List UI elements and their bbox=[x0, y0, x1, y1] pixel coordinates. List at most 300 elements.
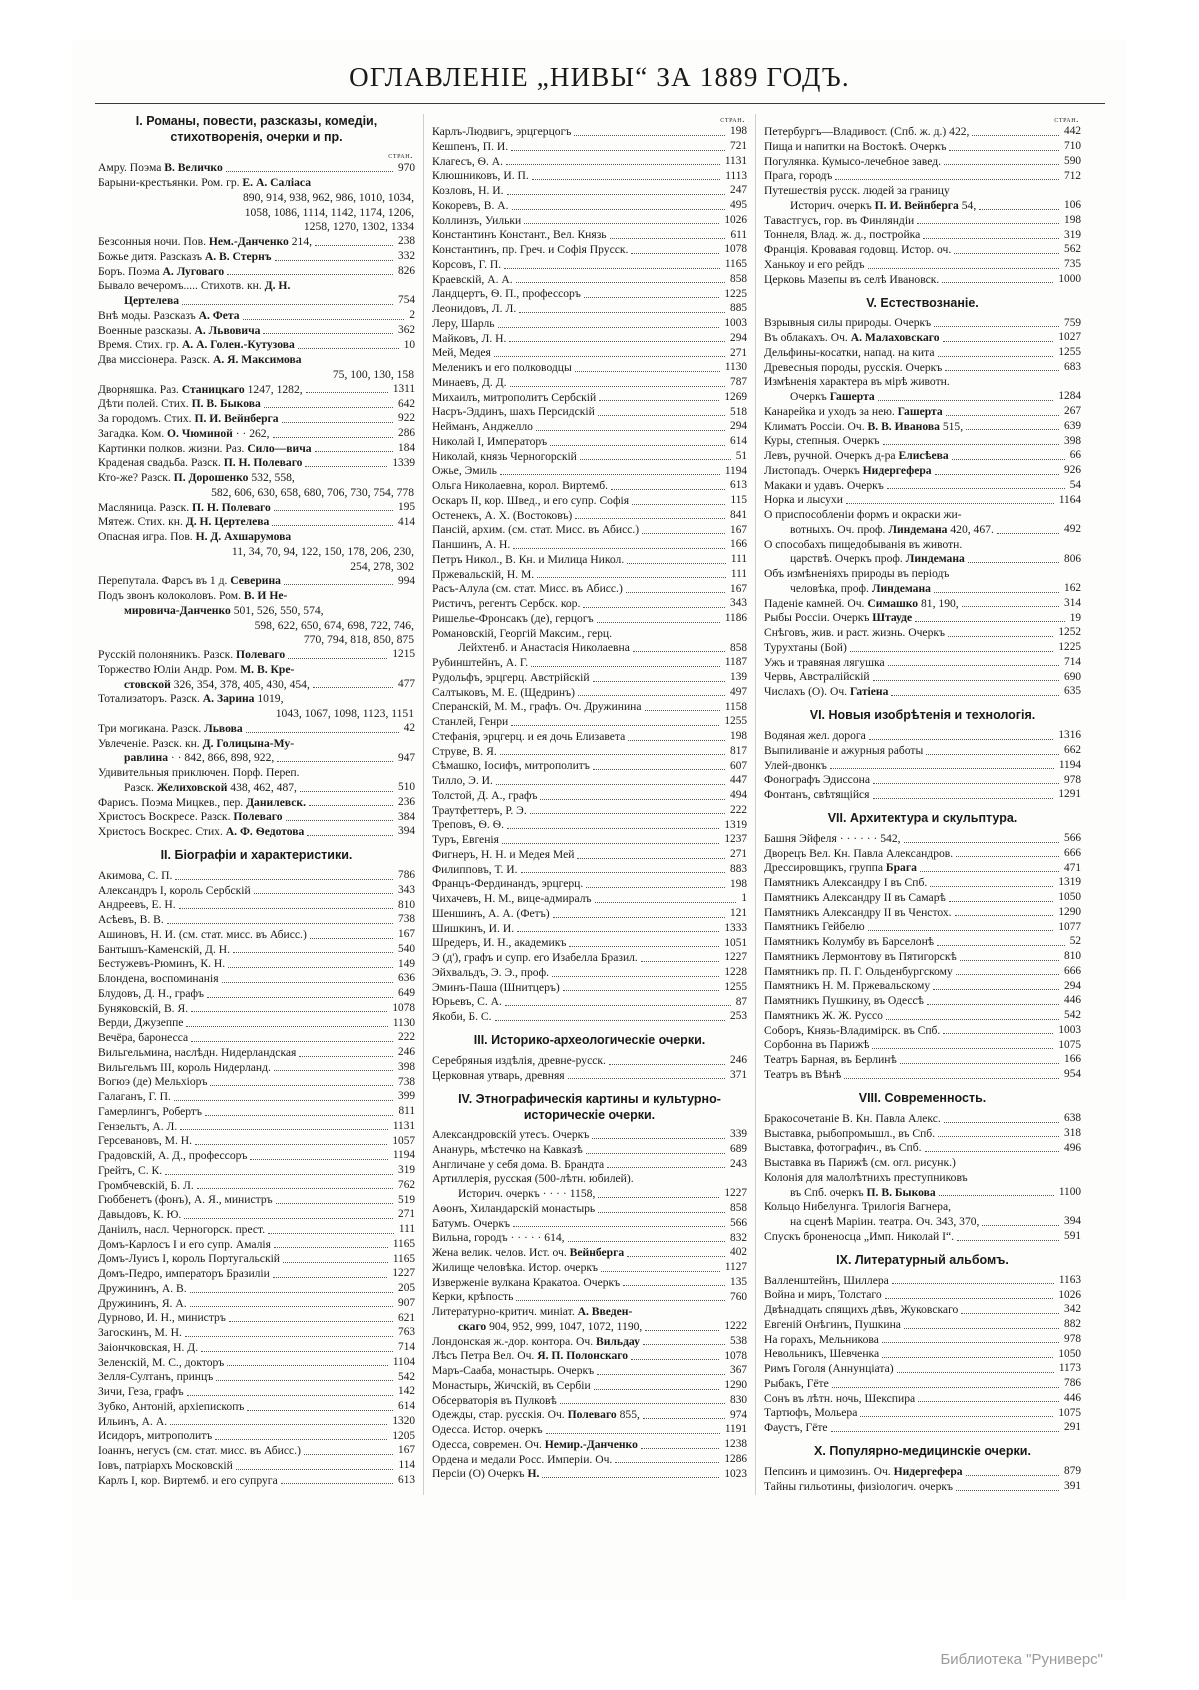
toc-entry[interactable] bbox=[764, 1230, 1081, 1244]
toc-entry[interactable] bbox=[764, 582, 1081, 596]
toc-entry[interactable] bbox=[432, 1408, 747, 1422]
toc-entry[interactable] bbox=[432, 435, 747, 449]
toc-entry[interactable] bbox=[98, 1090, 415, 1104]
toc-entry[interactable] bbox=[764, 847, 1081, 861]
leader-dots bbox=[962, 605, 1059, 607]
toc-entry[interactable] bbox=[764, 405, 1081, 419]
toc-entry[interactable] bbox=[432, 1261, 747, 1275]
toc-entry[interactable] bbox=[764, 670, 1081, 684]
toc-entry[interactable] bbox=[432, 169, 747, 183]
toc-entry[interactable] bbox=[764, 155, 1081, 169]
toc-entry[interactable] bbox=[98, 412, 415, 426]
entry-title: Божье дитя. Разсказъ А. В. Стернъ bbox=[98, 249, 272, 263]
toc-entry[interactable] bbox=[764, 316, 1081, 330]
leader-dots bbox=[904, 1327, 1059, 1329]
toc-entry[interactable] bbox=[98, 663, 415, 677]
toc-entry[interactable] bbox=[432, 774, 747, 788]
toc-entry[interactable] bbox=[98, 265, 415, 279]
toc-entry[interactable] bbox=[432, 553, 747, 567]
toc-entry[interactable] bbox=[764, 861, 1081, 875]
toc-entry[interactable] bbox=[98, 796, 415, 810]
toc-entry[interactable] bbox=[764, 788, 1081, 802]
toc-entry[interactable] bbox=[98, 456, 415, 470]
toc-entry[interactable] bbox=[432, 1158, 747, 1172]
toc-entry[interactable] bbox=[764, 935, 1081, 949]
toc-entry[interactable] bbox=[432, 140, 747, 154]
toc-entry[interactable] bbox=[98, 1370, 415, 1384]
toc-entry[interactable] bbox=[764, 375, 1081, 389]
leader-dots bbox=[309, 804, 393, 806]
toc-entry[interactable] bbox=[432, 671, 747, 685]
leader-dots bbox=[185, 1335, 393, 1337]
toc-entry[interactable] bbox=[432, 981, 747, 995]
toc-entry[interactable] bbox=[432, 1010, 747, 1024]
toc-entry[interactable] bbox=[432, 966, 747, 980]
leader-dots bbox=[273, 1276, 388, 1278]
toc-entry[interactable] bbox=[764, 523, 1081, 537]
toc-entry[interactable] bbox=[764, 1024, 1081, 1038]
toc-entry[interactable] bbox=[764, 1406, 1081, 1420]
toc-entry[interactable] bbox=[98, 825, 415, 839]
entry-page-number: 922 bbox=[398, 412, 415, 425]
toc-entry[interactable] bbox=[98, 1341, 415, 1355]
toc-entry[interactable] bbox=[98, 648, 415, 662]
toc-entry[interactable] bbox=[432, 1128, 747, 1142]
toc-entry[interactable] bbox=[764, 1303, 1081, 1317]
toc-entry[interactable] bbox=[764, 759, 1081, 773]
toc-entry[interactable] bbox=[432, 1069, 747, 1083]
leader-dots bbox=[303, 776, 410, 777]
leader-dots bbox=[918, 1400, 1059, 1402]
toc-entry[interactable] bbox=[98, 338, 415, 352]
entry-page-number: 167 bbox=[730, 582, 747, 595]
toc-entry[interactable] bbox=[764, 140, 1081, 154]
toc-entry[interactable] bbox=[764, 773, 1081, 787]
toc-entry[interactable] bbox=[98, 692, 415, 706]
entry-title: Дворецъ Вел. Кн. Павла Александров. bbox=[764, 846, 954, 860]
toc-entry[interactable] bbox=[764, 1333, 1081, 1347]
toc-entry[interactable] bbox=[432, 302, 747, 316]
toc-entry[interactable] bbox=[98, 294, 415, 308]
leader-dots bbox=[873, 679, 1059, 681]
toc-entry[interactable] bbox=[98, 898, 415, 912]
leader-dots bbox=[165, 1173, 393, 1175]
toc-entry[interactable] bbox=[432, 509, 747, 523]
leader-dots bbox=[513, 1225, 725, 1227]
toc-entry[interactable] bbox=[432, 597, 747, 611]
toc-entry[interactable] bbox=[432, 538, 747, 552]
entry-title: Бракосочетаніе В. Кн. Павла Алекс. bbox=[764, 1111, 941, 1125]
toc-entry[interactable] bbox=[764, 552, 1081, 566]
entry-page-number: 954 bbox=[1064, 1068, 1081, 1081]
toc-entry[interactable] bbox=[432, 833, 747, 847]
entry-page-number: 238 bbox=[398, 235, 415, 248]
toc-entry[interactable] bbox=[98, 1134, 415, 1148]
toc-entry[interactable] bbox=[98, 1459, 415, 1473]
toc-entry[interactable] bbox=[98, 737, 415, 751]
toc-entry[interactable] bbox=[432, 745, 747, 759]
entry-title: Громбчевскій, Б. Л. bbox=[98, 1178, 194, 1192]
toc-entry[interactable] bbox=[432, 1335, 747, 1349]
toc-entry[interactable] bbox=[764, 729, 1081, 743]
toc-entry[interactable] bbox=[98, 501, 415, 515]
toc-entry[interactable] bbox=[764, 1318, 1081, 1332]
toc-entry[interactable] bbox=[432, 1217, 747, 1231]
toc-entry[interactable] bbox=[98, 972, 415, 986]
toc-entry[interactable] bbox=[764, 1465, 1081, 1479]
toc-entry[interactable] bbox=[98, 1444, 415, 1458]
entry-title: Дрессировщикъ, группа Брага bbox=[764, 861, 917, 875]
toc-entry[interactable] bbox=[764, 1171, 1081, 1185]
toc-entry[interactable] bbox=[432, 700, 747, 714]
toc-entry[interactable] bbox=[432, 818, 747, 832]
toc-entry[interactable] bbox=[432, 258, 747, 272]
toc-entry[interactable] bbox=[98, 397, 415, 411]
toc-entry[interactable] bbox=[98, 427, 415, 441]
toc-entry[interactable] bbox=[764, 994, 1081, 1008]
toc-entry[interactable] bbox=[432, 1467, 747, 1481]
toc-entry[interactable] bbox=[98, 353, 415, 367]
entry-page-number: 42 bbox=[403, 722, 415, 735]
toc-entry[interactable] bbox=[764, 464, 1081, 478]
toc-entry[interactable] bbox=[764, 950, 1081, 964]
toc-entry[interactable] bbox=[98, 1002, 415, 1016]
entry-title: Зелля-Султанъ, принцъ bbox=[98, 1370, 214, 1384]
toc-entry[interactable] bbox=[98, 1311, 415, 1325]
toc-entry[interactable] bbox=[764, 641, 1081, 655]
toc-entry[interactable] bbox=[98, 722, 415, 736]
leader-dots bbox=[599, 399, 719, 401]
toc-entry[interactable] bbox=[764, 1038, 1081, 1052]
toc-entry[interactable] bbox=[764, 1112, 1081, 1126]
toc-entry[interactable] bbox=[98, 1429, 415, 1443]
toc-entry[interactable] bbox=[432, 332, 747, 346]
toc-entry[interactable] bbox=[98, 1400, 415, 1414]
toc-entry[interactable] bbox=[432, 464, 747, 478]
toc-entry[interactable] bbox=[98, 471, 415, 485]
toc-entry[interactable] bbox=[98, 1297, 415, 1311]
toc-entry[interactable] bbox=[432, 1453, 747, 1467]
toc-entry[interactable] bbox=[764, 390, 1081, 404]
toc-entry[interactable] bbox=[764, 876, 1081, 890]
toc-entry[interactable] bbox=[432, 922, 747, 936]
toc-entry[interactable] bbox=[764, 346, 1081, 360]
entry-page-number: 236 bbox=[398, 795, 415, 808]
toc-entry[interactable] bbox=[764, 656, 1081, 670]
section-heading: VII. Архитектура и скульптура. bbox=[827, 811, 1018, 826]
toc-entry[interactable] bbox=[764, 626, 1081, 640]
toc-entry[interactable] bbox=[432, 125, 747, 139]
toc-entry[interactable] bbox=[432, 1054, 747, 1068]
toc-entry[interactable] bbox=[764, 567, 1081, 581]
toc-entry[interactable] bbox=[764, 1127, 1081, 1141]
toc-entry[interactable] bbox=[764, 243, 1081, 257]
toc-entry[interactable] bbox=[432, 1276, 747, 1290]
toc-entry[interactable] bbox=[98, 1385, 415, 1399]
toc-entry[interactable] bbox=[98, 383, 415, 397]
toc-entry[interactable] bbox=[432, 568, 747, 582]
entry-page-number: 811 bbox=[398, 1105, 415, 1118]
toc-entry[interactable] bbox=[98, 161, 415, 175]
toc-entry[interactable] bbox=[432, 1394, 747, 1408]
toc-entry[interactable] bbox=[432, 273, 747, 287]
toc-entry[interactable] bbox=[432, 1349, 747, 1363]
toc-entry[interactable] bbox=[98, 574, 415, 588]
toc-entry[interactable] bbox=[98, 1031, 415, 1045]
toc-entry[interactable] bbox=[764, 199, 1081, 213]
toc-entry[interactable] bbox=[432, 804, 747, 818]
entry-page-number: 1078 bbox=[724, 1349, 747, 1362]
toc-entry[interactable] bbox=[764, 361, 1081, 375]
toc-entry[interactable] bbox=[432, 1202, 747, 1216]
toc-entry[interactable] bbox=[98, 1193, 415, 1207]
toc-entry[interactable] bbox=[764, 1392, 1081, 1406]
toc-entry[interactable] bbox=[432, 1187, 747, 1201]
toc-entry[interactable] bbox=[764, 920, 1081, 934]
toc-entry[interactable] bbox=[764, 493, 1081, 507]
leader-dots bbox=[273, 436, 394, 438]
entry-page-number: 738 bbox=[398, 913, 415, 926]
entry-page-number: 714 bbox=[1064, 655, 1081, 668]
toc-entry[interactable] bbox=[764, 508, 1081, 522]
toc-entry[interactable] bbox=[764, 1215, 1081, 1229]
toc-entry[interactable] bbox=[98, 589, 415, 603]
toc-entry[interactable] bbox=[98, 324, 415, 338]
toc-entry[interactable] bbox=[432, 1423, 747, 1437]
toc-entry[interactable] bbox=[98, 987, 415, 1001]
toc-entry[interactable] bbox=[98, 678, 415, 692]
toc-entry[interactable] bbox=[432, 877, 747, 891]
toc-entry[interactable] bbox=[98, 869, 415, 883]
toc-entry[interactable] bbox=[98, 176, 415, 190]
toc-entry[interactable] bbox=[432, 715, 747, 729]
toc-entry[interactable] bbox=[98, 1061, 415, 1075]
toc-entry[interactable] bbox=[432, 391, 747, 405]
toc-entry[interactable] bbox=[764, 1274, 1081, 1288]
toc-entry[interactable] bbox=[432, 184, 747, 198]
leader-dots bbox=[327, 614, 410, 615]
leader-dots bbox=[586, 886, 725, 888]
toc-entry[interactable] bbox=[98, 1282, 415, 1296]
toc-entry[interactable] bbox=[432, 376, 747, 390]
toc-entry[interactable] bbox=[432, 907, 747, 921]
toc-entry[interactable] bbox=[432, 1290, 747, 1304]
toc-entry[interactable] bbox=[764, 258, 1081, 272]
toc-entry[interactable] bbox=[764, 1053, 1081, 1067]
entry-title: Ильинъ, А. А. bbox=[98, 1414, 168, 1428]
toc-entry[interactable] bbox=[432, 1246, 747, 1260]
toc-entry[interactable] bbox=[98, 1179, 415, 1193]
entry-title: Керки, крѣпость bbox=[432, 1290, 514, 1304]
toc-entry[interactable] bbox=[432, 1231, 747, 1245]
toc-entry[interactable] bbox=[98, 943, 415, 957]
toc-entry[interactable] bbox=[432, 863, 747, 877]
toc-entry[interactable] bbox=[764, 538, 1081, 552]
entry-title: Э (д'), графъ и супр. его Изабелла Бразил. bbox=[432, 951, 638, 964]
toc-entry[interactable] bbox=[98, 751, 415, 765]
toc-entry[interactable] bbox=[764, 434, 1081, 448]
toc-entry[interactable] bbox=[432, 789, 747, 803]
toc-entry[interactable] bbox=[432, 523, 747, 537]
toc-entry[interactable] bbox=[98, 1164, 415, 1178]
entry-continuation: 1043, 1067, 1098, 1123, 1151 bbox=[275, 707, 414, 720]
toc-entry[interactable] bbox=[432, 612, 747, 626]
toc-entry[interactable] bbox=[98, 1356, 415, 1370]
toc-entry[interactable] bbox=[764, 1421, 1081, 1435]
toc-entry[interactable] bbox=[764, 1009, 1081, 1023]
toc-entry[interactable] bbox=[98, 279, 415, 293]
toc-entry[interactable] bbox=[432, 1438, 747, 1452]
toc-entry[interactable] bbox=[98, 1075, 415, 1089]
entry-title: Леонидовъ, Л. Л. bbox=[432, 302, 517, 315]
toc-entry[interactable] bbox=[432, 848, 747, 862]
toc-entry[interactable] bbox=[98, 515, 415, 529]
toc-entry[interactable] bbox=[764, 597, 1081, 611]
toc-entry[interactable] bbox=[98, 1474, 415, 1488]
toc-entry[interactable] bbox=[432, 1172, 747, 1186]
toc-entry[interactable] bbox=[98, 309, 415, 323]
toc-entry[interactable] bbox=[432, 686, 747, 700]
entry-page-number: 1165 bbox=[392, 1237, 415, 1250]
toc-entry[interactable] bbox=[98, 1267, 415, 1281]
leader-dots bbox=[542, 1476, 719, 1478]
toc-entry[interactable] bbox=[764, 125, 1081, 139]
toc-entry[interactable] bbox=[764, 1377, 1081, 1391]
toc-entry[interactable] bbox=[432, 155, 747, 169]
toc-entry[interactable] bbox=[764, 1347, 1081, 1361]
toc-entry[interactable] bbox=[432, 361, 747, 375]
toc-entry[interactable] bbox=[98, 1252, 415, 1266]
toc-entry[interactable] bbox=[432, 892, 747, 906]
toc-entry[interactable] bbox=[764, 611, 1081, 625]
toc-entry[interactable] bbox=[764, 228, 1081, 242]
leader-dots bbox=[897, 1371, 1054, 1373]
entry-title: Андреевъ, Е. Н. bbox=[98, 898, 176, 912]
toc-entry[interactable] bbox=[98, 1208, 415, 1222]
toc-entry[interactable] bbox=[764, 891, 1081, 905]
toc-entry[interactable] bbox=[764, 214, 1081, 228]
entry-page-number: 1316 bbox=[1058, 729, 1081, 742]
toc-entry[interactable] bbox=[764, 1362, 1081, 1376]
toc-entry[interactable] bbox=[98, 1326, 415, 1340]
toc-entry[interactable] bbox=[764, 1156, 1081, 1170]
toc-entry[interactable] bbox=[764, 1068, 1081, 1082]
entry-page-number: 198 bbox=[730, 877, 747, 890]
toc-entry[interactable] bbox=[432, 214, 747, 228]
toc-entry[interactable] bbox=[432, 1364, 747, 1378]
toc-entry[interactable] bbox=[98, 1149, 415, 1163]
toc-entry[interactable] bbox=[764, 420, 1081, 434]
toc-entry[interactable] bbox=[764, 331, 1081, 345]
toc-entry[interactable] bbox=[432, 627, 747, 641]
toc-entry[interactable] bbox=[432, 1379, 747, 1393]
toc-entry[interactable] bbox=[98, 442, 415, 456]
toc-entry[interactable] bbox=[764, 1141, 1081, 1155]
toc-entry[interactable] bbox=[432, 1143, 747, 1157]
toc-entry[interactable] bbox=[764, 1288, 1081, 1302]
entry-page-number: 111 bbox=[730, 567, 747, 580]
toc-entry[interactable] bbox=[764, 1186, 1081, 1200]
toc-entry[interactable] bbox=[98, 913, 415, 927]
toc-entry[interactable] bbox=[432, 199, 747, 213]
toc-entry[interactable] bbox=[432, 730, 747, 744]
leader-dots bbox=[297, 746, 410, 747]
toc-entry[interactable] bbox=[764, 273, 1081, 287]
toc-entry[interactable] bbox=[98, 957, 415, 971]
toc-entry[interactable] bbox=[764, 184, 1081, 198]
toc-entry[interactable] bbox=[432, 287, 747, 301]
leader-dots bbox=[942, 281, 1053, 283]
toc-entry[interactable] bbox=[432, 243, 747, 257]
toc-entry[interactable] bbox=[98, 810, 415, 824]
toc-entry[interactable] bbox=[98, 1238, 415, 1252]
toc-entry[interactable] bbox=[98, 766, 415, 780]
toc-entry[interactable] bbox=[432, 494, 747, 508]
toc-entry[interactable] bbox=[98, 604, 415, 618]
toc-entry[interactable] bbox=[432, 479, 747, 493]
toc-entry[interactable] bbox=[432, 228, 747, 242]
entry-page-number: 1131 bbox=[392, 1119, 415, 1132]
toc-entry[interactable] bbox=[764, 979, 1081, 993]
toc-entry[interactable] bbox=[98, 1046, 415, 1060]
toc-entry[interactable] bbox=[98, 1120, 415, 1134]
toc-entry[interactable] bbox=[98, 235, 415, 249]
toc-entry[interactable] bbox=[764, 906, 1081, 920]
toc-entry[interactable] bbox=[98, 781, 415, 795]
toc-entry[interactable] bbox=[432, 1320, 747, 1334]
toc-entry[interactable] bbox=[98, 530, 415, 544]
entry-page-number: 1078 bbox=[392, 1001, 415, 1014]
toc-entry[interactable] bbox=[764, 832, 1081, 846]
toc-entry[interactable] bbox=[764, 965, 1081, 979]
toc-entry[interactable] bbox=[432, 582, 747, 596]
toc-entry[interactable] bbox=[98, 884, 415, 898]
toc-entry[interactable] bbox=[432, 450, 747, 464]
toc-entry[interactable] bbox=[98, 250, 415, 264]
entry-page-number: 1290 bbox=[724, 1379, 747, 1392]
toc-entry[interactable] bbox=[764, 744, 1081, 758]
toc-entry[interactable] bbox=[764, 169, 1081, 183]
leader-dots bbox=[882, 1356, 1053, 1358]
toc-entry[interactable] bbox=[432, 405, 747, 419]
toc-entry[interactable] bbox=[98, 1105, 415, 1119]
leader-dots bbox=[197, 1187, 393, 1189]
toc-entry[interactable] bbox=[432, 346, 747, 360]
toc-entry[interactable] bbox=[432, 936, 747, 950]
toc-entry[interactable] bbox=[98, 1016, 415, 1030]
toc-entry[interactable] bbox=[432, 641, 747, 655]
toc-entry[interactable] bbox=[432, 656, 747, 670]
toc-entry[interactable] bbox=[432, 1305, 747, 1319]
toc-entry[interactable] bbox=[764, 1200, 1081, 1214]
toc-entry[interactable] bbox=[764, 449, 1081, 463]
toc-entry[interactable] bbox=[432, 995, 747, 1009]
toc-entry[interactable] bbox=[764, 685, 1081, 699]
toc-entry[interactable] bbox=[98, 1223, 415, 1237]
toc-entry[interactable] bbox=[432, 317, 747, 331]
toc-entry[interactable] bbox=[432, 759, 747, 773]
leader-dots bbox=[586, 1152, 725, 1154]
toc-entry[interactable] bbox=[98, 928, 415, 942]
entry-page-number: 1311 bbox=[392, 382, 415, 395]
entry-page-number: 614 bbox=[730, 435, 747, 448]
entry-page-number: 635 bbox=[1064, 685, 1081, 698]
toc-entry[interactable] bbox=[764, 1480, 1081, 1494]
toc-entry[interactable] bbox=[432, 420, 747, 434]
toc-entry[interactable] bbox=[432, 951, 747, 965]
toc-entry[interactable] bbox=[764, 479, 1081, 493]
toc-entry[interactable] bbox=[98, 1415, 415, 1429]
